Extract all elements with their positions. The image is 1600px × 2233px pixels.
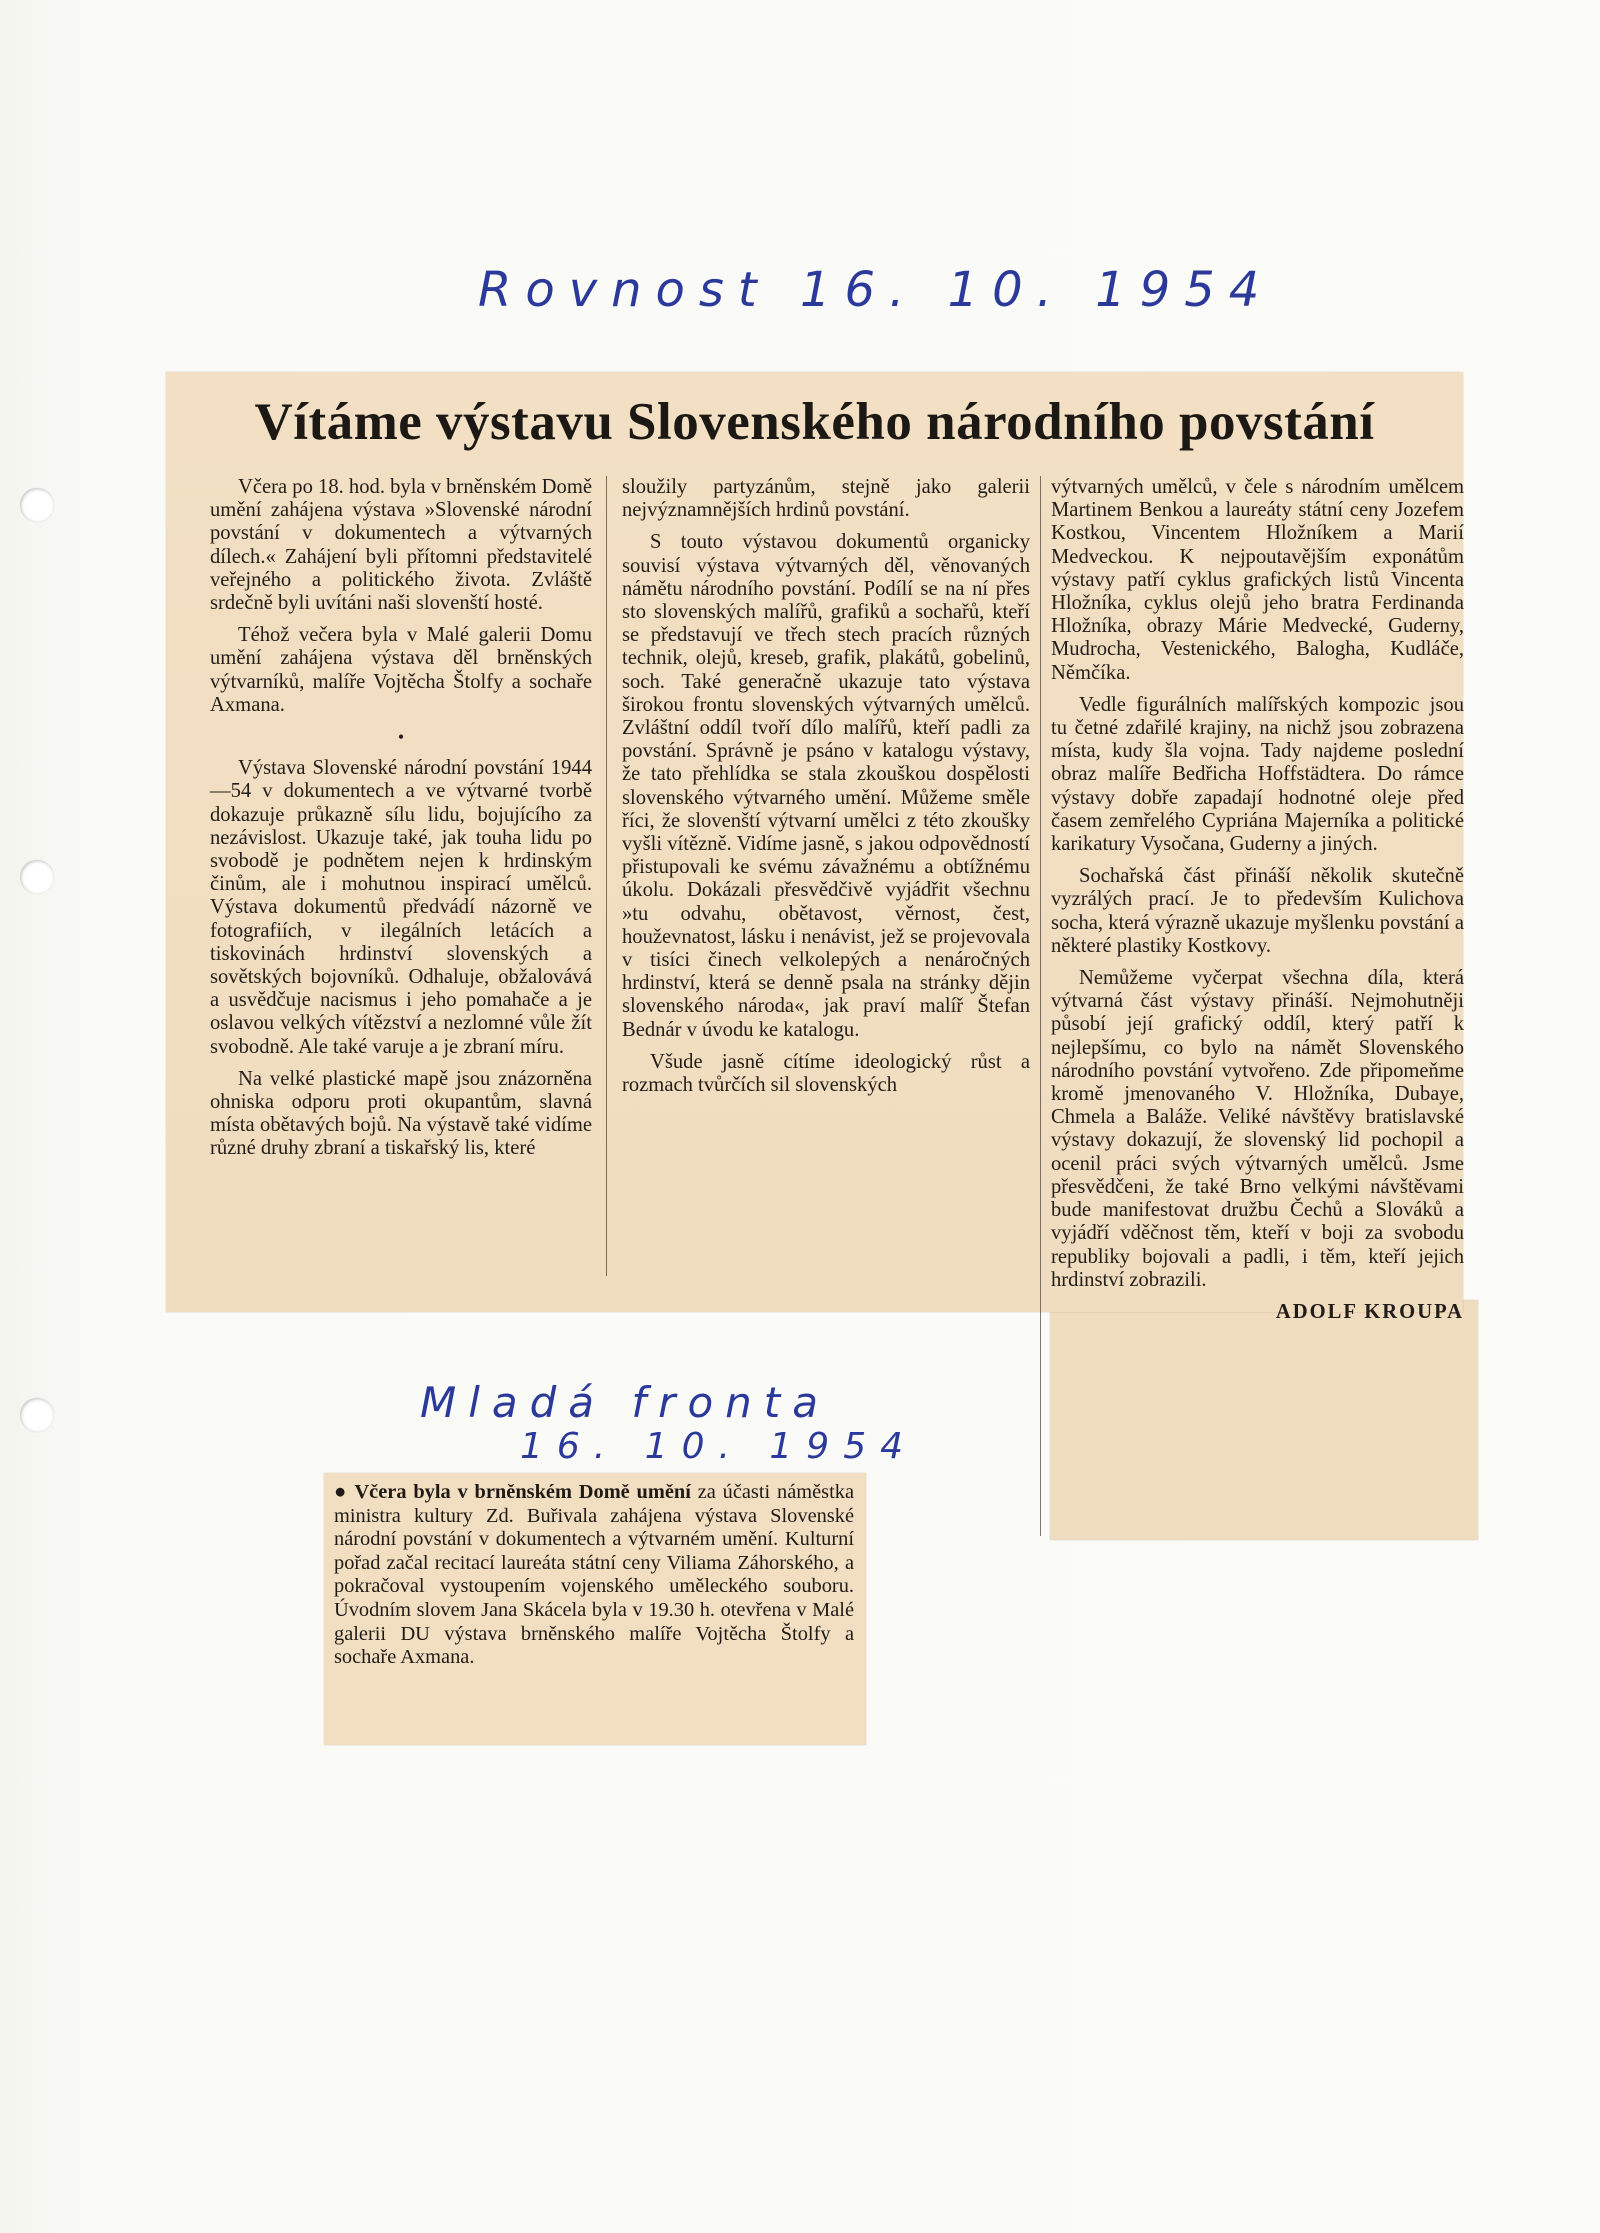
separator-bullet: • [397, 727, 405, 748]
handwritten-note-rovnost: Rovnost 16. 10. 1954 [478, 262, 1274, 318]
handwritten-note-mlada-fronta: Mladá fronta [420, 1378, 830, 1427]
clipping-main [166, 372, 1464, 1323]
paragraph: Nemůžeme vyčerpat všechna díla, která výtvarná část výstavy přináší. Nejmohutněji působí její grafický oddíl, který patří k nejlepšímu, co bylo na námět Slovenského národního povstání vytvořeno. Zde připomeňme kromě jmenovaného V. Hložníka, Dubaye, Chmela a Baláže. Veliké návštěvy bratislavské výstavy dokazují, že slovenský lid pochopil a ocenil práci svých výtvarných umělců. Jsme přesvědčeni, že také Brno velkými návštěvami bude manifestovat družbu Čechů a Slováků a vyjádří vděčnost těm, kteří v boji za svobodu republiky bojovali a padli, i těm, kteří jejich hrdinství zobrazili. [1051, 967, 1464, 1291]
news-body: za účasti náměstka ministra kultury Zd. Buřivala zahájena výstava Slovenské národní povstání v dokumentech a výtvarném umění. Kulturní pořad začal recitací laureáta státní ceny Viliama Záhorského, a pokračoval vystoupením vojenského uměleckého souboru. Úvodním slovem Jana Skácela byla v 19.30 h. otevřena v Malé galerii DU výstava brněnského malíře Vojtěcha Štolfy a sochaře Axmana. [334, 1481, 854, 1669]
handwritten-note-date: 16. 10. 1954 [520, 1426, 918, 1467]
punch-hole [20, 860, 54, 894]
punch-hole [20, 488, 54, 522]
headline: Vítáme výstavu Slovenského národního povstání [254, 393, 1375, 451]
paragraph: Včera po 18. hod. byla v brněnském Domě umění zahájena výstava »Slovenské národní povstání v dokumentech a výtvarných dílech.« Zahájení byli přítomni představitelé veřejného a politického života. Zvláště srdečně byli uvítáni naši slovenští hosté. [210, 476, 593, 615]
paragraph: výtvarných umělců, v čele s národním umělcem Martinem Benkou a laureáty státní ceny Jozefem Kostkou, Vincentem Hložníkem a Marií Medveckou. K nejpoutavějším exponátům výstavy patří cyklus grafických listů Vincenta Hložníka, cyklus olejů jeho bratra Ferdinanda Hložníka, obrazy Márie Medvecké, Guderny, Mudrocha, Vestenického, Balogha, Kudláče, Němčíka. [1051, 476, 1464, 684]
article-column-1 [210, 476, 592, 1170]
clipping-small [324, 1473, 866, 1745]
paragraph: Výstava Slovenské národní povstání 1944—54 v dokumentech a ve výtvarné tvorbě dokazuje průkazně sílu lidu, bojujícího za nezávislost. Ukazuje také, jak touha lidu po svobodě je podnětem nejen k hrdinským činům, ale i mohutnou inspirací umělců. Výstava dokumentů předvádí názorně ve fotografiích, v ilegálních letácích a tiskovinách hrdinství slovenských a sovětských bojovníků. Odhaluje, obžalovává a usvědčuje nacismus i jeho pomahače a je oslavou velkých vítězství a nezlomné vůle žít svobodně. Ale také varuje a je zbraní míru. [210, 757, 592, 1058]
clipping-main-tail [1050, 1300, 1478, 1540]
column-rule [606, 476, 607, 1276]
paragraph: sloužily partyzánům, stejně jako galerii nejvýznamnějších hrdinů povstání. [622, 476, 1030, 522]
punch-hole [20, 1398, 54, 1432]
news-lead: ● Včera byla v brněnském Domě umění [334, 1481, 691, 1503]
short-news-item [334, 1481, 854, 1670]
paragraph: Všude jasně cítíme ideologický růst a rozmach tvůrčích sil slovenských [622, 1050, 1030, 1097]
column-rule [1040, 476, 1041, 1536]
author-signature: ADOLF KROUPA [1275, 1300, 1464, 1323]
paragraph: Sochařská část přináší několik skutečně vyzrálých prací. Je to především Kulichova socha, která výrazně ukazuje myšlenku povstání a některé plastiky Kostkovy. [1051, 865, 1464, 957]
article-column-2 [622, 476, 1030, 1106]
paragraph: Téhož večera byla v Malé galerii Domu umění zahájena výstava děl brněnských výtvarníků, malíře Vojtěcha Štolfy a sochaře Axmana. [210, 624, 592, 716]
article-column-3 [1051, 476, 1464, 1324]
paragraph: Vedle figurálních malířských kompozic jsou tu četné zdařilé krajiny, na nichž jsou zobrazena místa, kudy šla vojna. Tady najdeme poslední obraz malíře Bedřicha Hoffstädtera. Do rámce výstavy dobře zapadají hodnotné oleje před časem zemřelého Cypriána Majerníka a politické karikatury Vysočana, Guderny a jiných. [1051, 693, 1464, 856]
paragraph: S touto výstavou dokumentů organicky souvisí výstava výtvarných děl, věnovaných námětu národního povstání. Podílí se na ní přes sto slovenských malířů, grafiků a sochařů, kteří se představují ve třech stech pracích různých technik, olejů, kreseb, grafik, plakátů, gobelinů, soch. Také generačně ukazuje tato výstava širokou frontu slovenských výtvarných umělců. Zvláštní oddíl tvoří dílo malířů, kteří padli za povstání. Správně je psáno v katalogu výstavy, že tato přehlídka se stala zkouškou dospělosti slovenského výtvarného umění. Můžeme směle říci, že slovenští výtvarní umělci z této zkoušky vyšli vítězně. Vidíme jasně, s jakou odpovědností přistupovali ke svému závažnému a obtížnému úkolu. Dokázali přesvědčivě vyjádřit všechnu »tu odvahu, obětavost, věrnost, čest, houževnatost, lásku i nenávist, jež se projevovala v tisíci činech velkolepých a nenáročných hrdinství, která se denně psala na stránky dějin slovenského národa«, jak praví malíř Štefan Bednár v úvodu ke katalogu. [622, 531, 1030, 1041]
paragraph: Na velké plastické mapě jsou znázorněna ohniska odporu proti okupantům, slavná místa obětavých bojů. Na výstavě také vidíme různé druhy zbraní a tiskařský lis, které [210, 1067, 592, 1160]
